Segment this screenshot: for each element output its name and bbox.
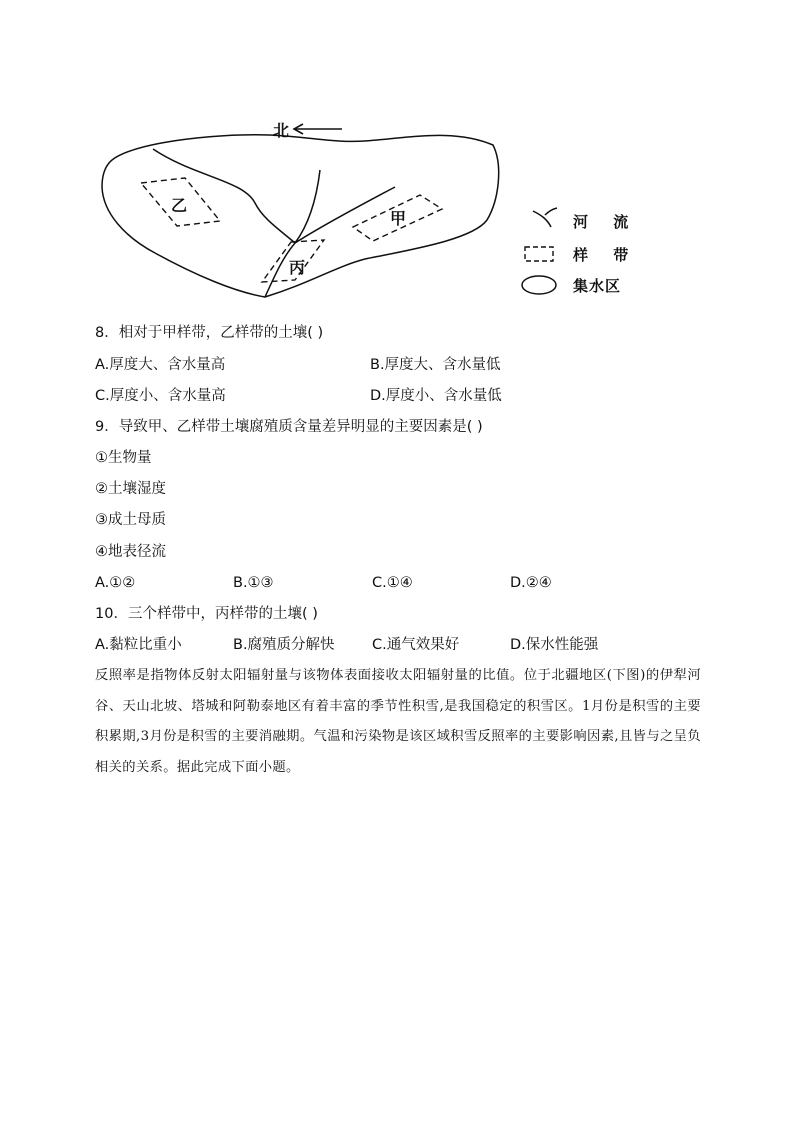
legend-catchment-label: 集水区 xyxy=(573,277,622,295)
legend-strip-label: 样 带 xyxy=(573,246,639,264)
q9-option-b: B.①③ xyxy=(233,575,274,591)
q9-option-c: C.①④ xyxy=(372,575,413,591)
catchment-map-figure xyxy=(95,115,645,305)
q8-option-b: B.厚度大、含水量低 xyxy=(370,357,501,373)
q9-option-a: A.①② xyxy=(95,575,136,591)
question-8-stem: 8．相对于甲样带，乙样带的土壤( ) xyxy=(95,325,324,341)
q10-option-b: B.腐殖质分解快 xyxy=(233,637,335,653)
q10-option-a: A.黏粒比重小 xyxy=(95,637,182,653)
sample-strip-yi xyxy=(141,178,220,226)
catchment-icon xyxy=(522,276,556,294)
q9-item-3: ③成土母质 xyxy=(95,512,166,528)
river-network xyxy=(153,149,395,297)
reading-passage: 反照率是指物体反射太阳辐射量与该物体表面接收太阳辐射量的比值。位于北疆地区(下图)的伊犁河谷、天山北坡、塔城和阿勒泰地区有着丰富的季节性积雪,是我国稳定的积雪区。1月份是积雪的主要积累期,3月份是积雪的主要消融期。气温和污染物是该区域积雪反照率的主要影响因素,且皆与之呈负相关的关系。据此完成下面小题。 xyxy=(95,668,701,775)
question-9-stem: 9．导致甲、乙样带土壤腐殖质含量差异明显的主要因素是( ) xyxy=(95,419,483,435)
zone-bing-label: 丙 xyxy=(289,258,306,277)
q10-option-c: C.通气效果好 xyxy=(372,637,460,653)
q9-item-2: ②土壤湿度 xyxy=(95,481,166,497)
q8-option-c: C.厚度小、含水量高 xyxy=(95,388,226,404)
legend-river-label: 河 流 xyxy=(573,213,639,231)
north-label: 北 xyxy=(273,121,290,140)
zone-jia-label: 甲 xyxy=(390,209,407,228)
q10-option-d: D.保水性能强 xyxy=(510,637,599,653)
river-icon xyxy=(533,208,557,227)
q8-option-d: D.厚度小、含水量低 xyxy=(370,388,502,404)
q8-option-a: A.厚度大、含水量高 xyxy=(95,357,226,373)
legend xyxy=(522,208,638,295)
sample-strip-icon xyxy=(525,247,553,261)
q9-option-d: D.②④ xyxy=(510,575,552,591)
zone-yi-label: 乙 xyxy=(171,196,188,215)
q9-item-4: ④地表径流 xyxy=(95,544,166,560)
north-arrow-icon xyxy=(294,124,342,134)
question-10-stem: 10．三个样带中，丙样带的土壤( ) xyxy=(95,606,318,622)
q9-item-1: ①生物量 xyxy=(95,450,152,466)
